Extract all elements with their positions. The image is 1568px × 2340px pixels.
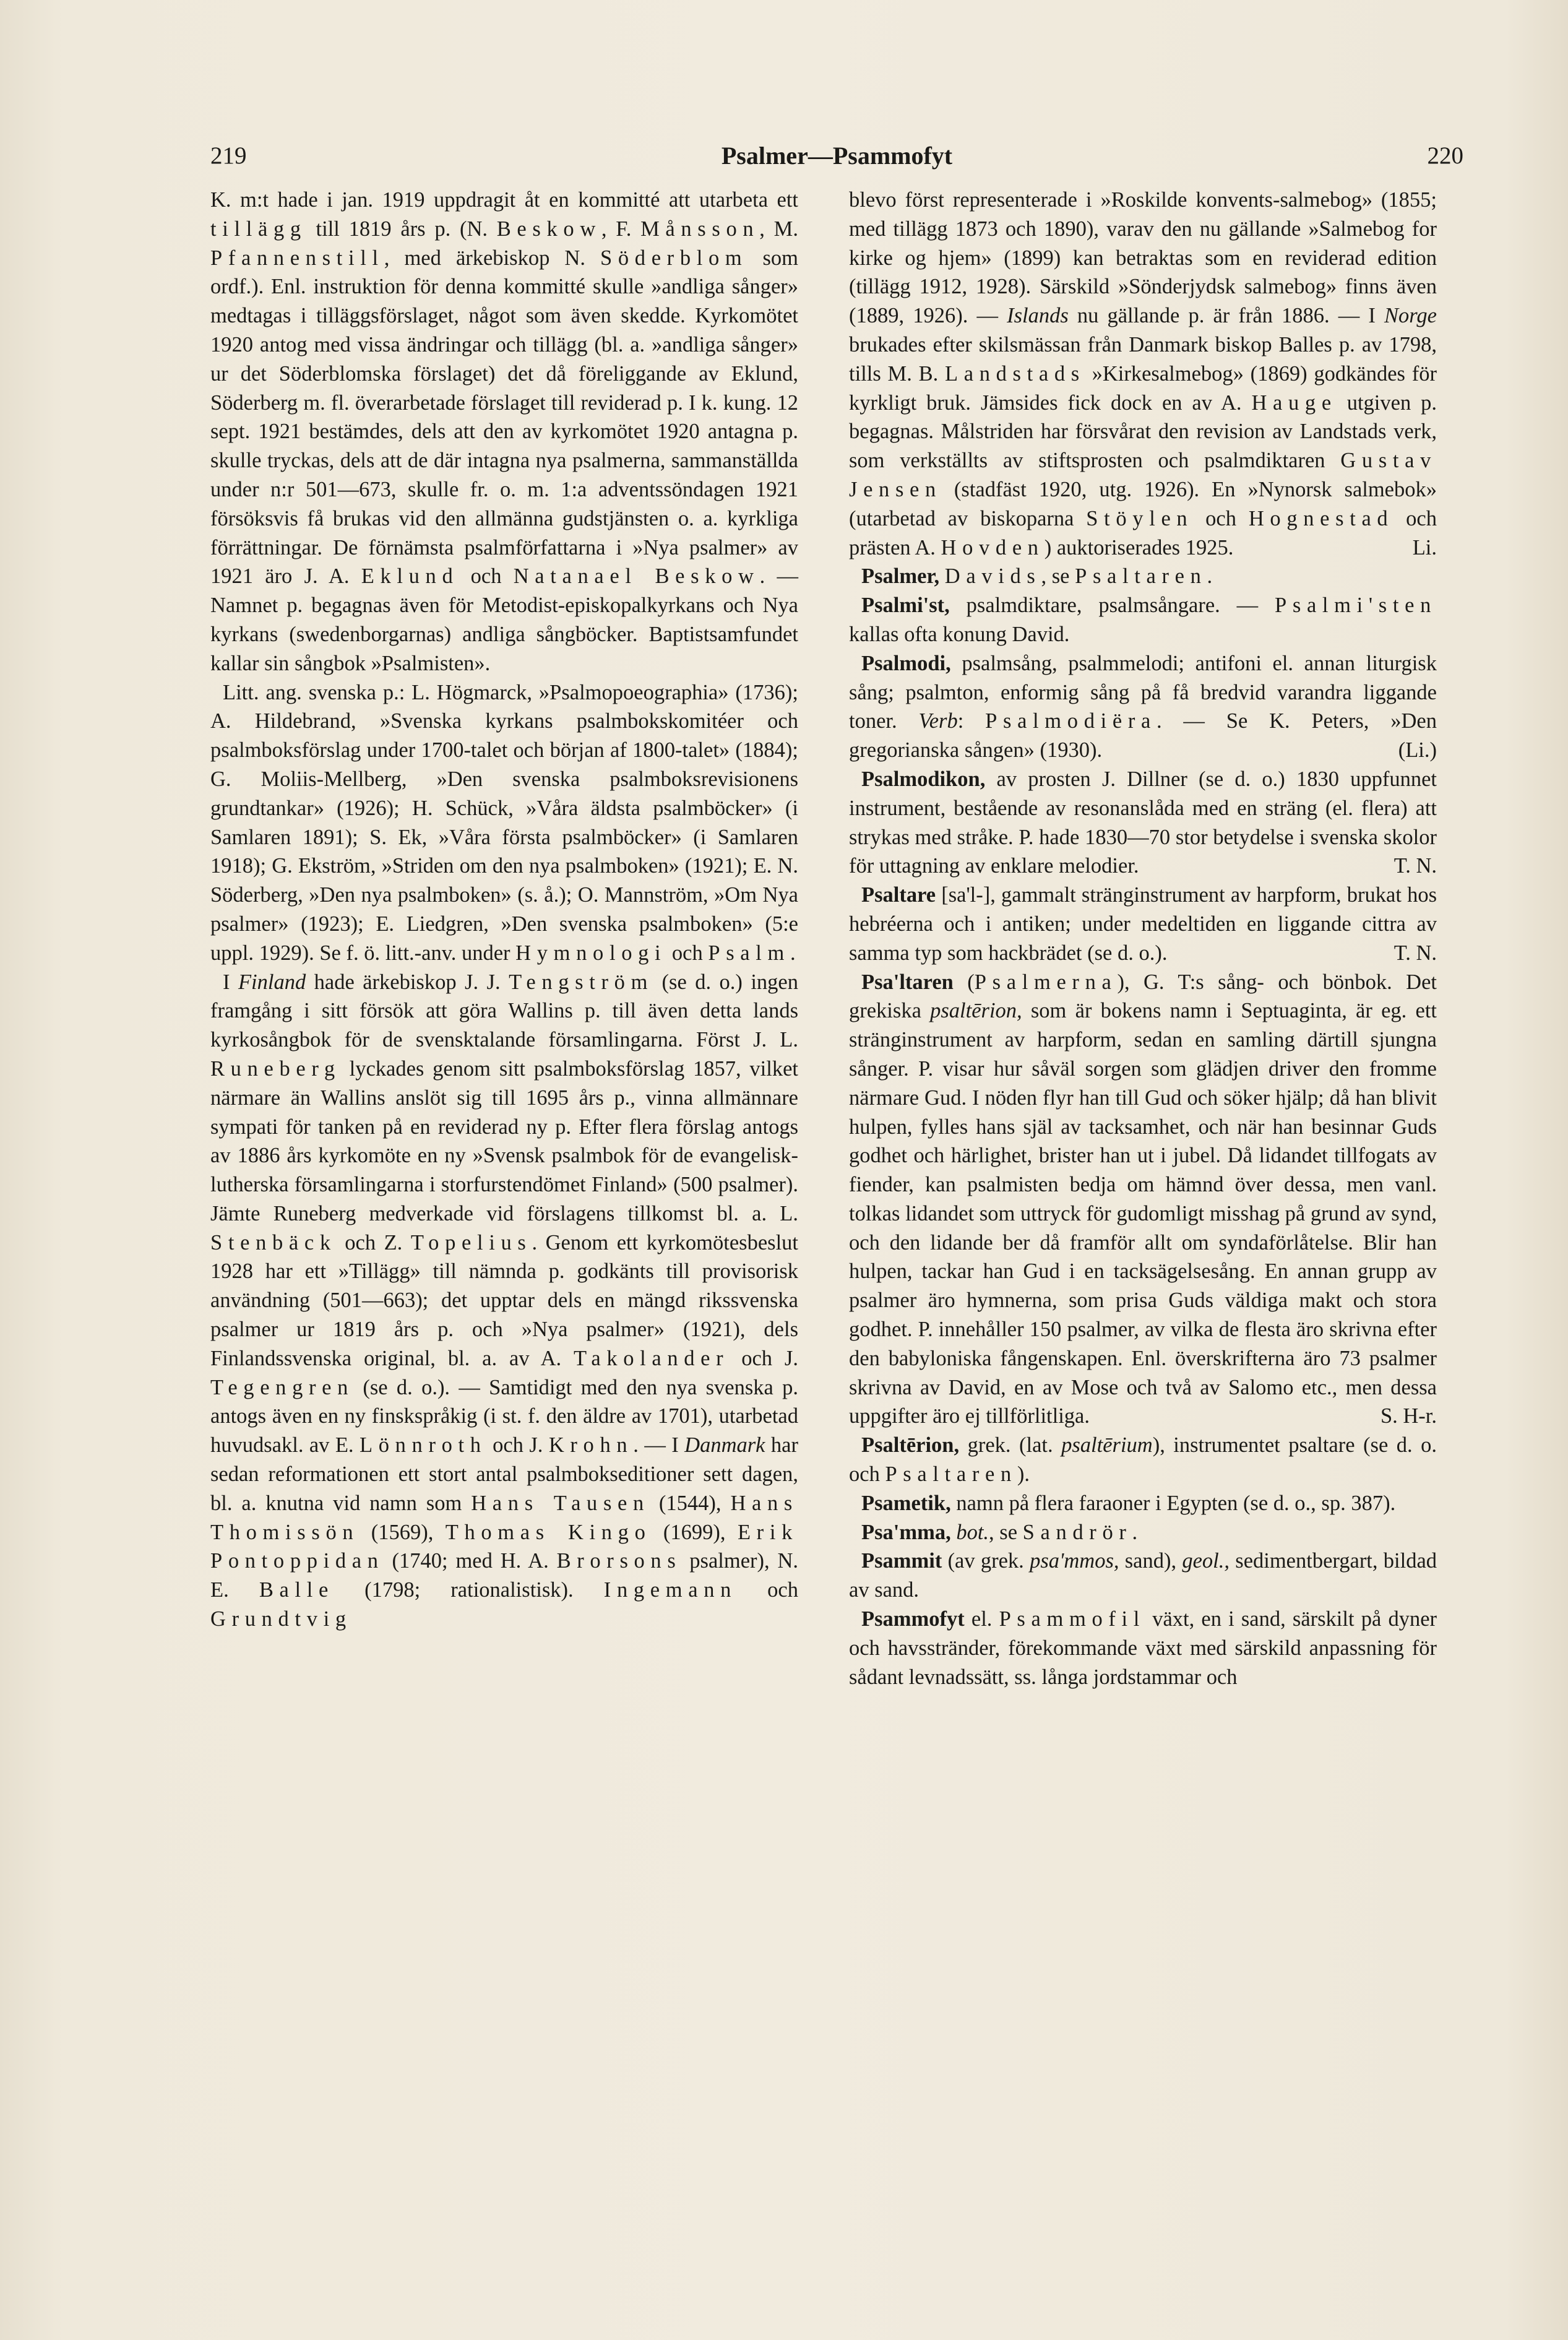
text-run: psalmer), N. E. (210, 1549, 798, 1602)
text-run: och J. (486, 1433, 549, 1457)
entry-headword: Psaltērion, (861, 1433, 960, 1457)
spaced-name: Stöylen (1086, 506, 1194, 530)
italic-text: Islands (1007, 304, 1069, 328)
spaced-name: tillägg (210, 217, 307, 241)
author-signature: Li. (1412, 535, 1437, 559)
text-run: hade ärkebiskop J. J. (306, 970, 509, 994)
text-run: och (1193, 506, 1249, 530)
entry-psammit (849, 1547, 1437, 1605)
page-header (210, 137, 1463, 175)
text-run (939, 564, 945, 588)
text-run: växt, en i sand, särskilt på dyner och havsstränder, förekommande växt med särskild anpassning för sådant levnadssätt, ss. långa jordstammar och (849, 1607, 1437, 1689)
entry-psalmodi (849, 649, 1437, 765)
text-run: . — I (633, 1433, 685, 1457)
literature-paragraph (210, 678, 798, 968)
text-run: lyckades genom sitt psalmboksförslag 1857, vilket närmare än Wallins anslöt sig till 1695 års p., vinna allmännare sympati för tanken på en reviderad ny p. Efter flera förslag antogs av 1886 års kyrkomöte en ny »Svensk psalmbok för de evangelisk-lutherska församlingarna i storfurstendömet Finland» (500 psalmer). Jämte Runeberg medverkade vid förslagens tillkomst bl. a. L. (210, 1056, 798, 1225)
italic-text: Verb (918, 709, 958, 733)
text-run: (1699), (651, 1520, 738, 1544)
text-run: sedimentbergart, bildad av sand. (849, 1549, 1437, 1602)
spaced-name: Grundtvig (210, 1607, 352, 1631)
entry-headword: Psammofyt (861, 1607, 965, 1631)
text-run: utgiven p. begagnas. Målstriden har försvårat den revision av Landstads verk, som verkställts av stiftsprosten och psalmdiktaren (849, 391, 1437, 473)
text-run: Litt. ang. svenska p.: L. Högmarck, »Psalmopoeographia» (1736); A. Hildebrand, »Svenska kyrkans psalmbokskomitéer och psalmboksförslag under 1700-talet och början af 1800-talet» (1884); G. Moliis-Mellberg, »Den svenska psalmboksrevisionens grundtankar» (1926); H. Schück, »Våra äldsta psalmböcker» (i Samlaren 1891); S. Ek, »Våra första psalmböcker» (i Samlaren 1918); G. Ekström, »Striden om den nya psalmboken» (1921); E. N. Söderberg, »Den nya psalmboken» (s. å.); O. Mannström, »Om Nya psalmer» (1923); E. Liedgren, »Den svenska psalmboken» (5:e uppl. 1929). Se f. ö. litt.-anv. under (210, 680, 798, 965)
text-run: nu gällande p. är från 1886. — I (1068, 304, 1384, 328)
text-run: ( (953, 970, 975, 994)
spaced-name: Ingemann (603, 1578, 738, 1602)
spaced-name: Gustav Jensen (849, 449, 1437, 501)
text-run: blevo först representerade i »Roskilde konvents-salmebog» (1855; med tillägg 1873 och 1890), varav den nu gällande »Salmebog for kirke og hjem» (1899) kan betraktas som en reviderad edition (tillägg 1912, 1928). Särskild »Sönderjydsk salmebog» finns även (1889, 1926). — (849, 188, 1437, 328)
spaced-name: Krohn (548, 1433, 634, 1457)
text-run: K. m:t hade i jan. 1919 uppdragit åt en kommitté att utarbeta ett (210, 188, 798, 212)
spaced-name: Davids (944, 564, 1041, 589)
spaced-name: Hans Tausen (471, 1491, 650, 1515)
text-run: och Z. (336, 1230, 411, 1254)
entry-psalterion (849, 1431, 1437, 1489)
text-run: sand), (1119, 1549, 1182, 1573)
text-run: (1798; rationalistisk). (334, 1578, 604, 1602)
spaced-name: Runeberg (210, 1056, 341, 1081)
entry-headword: Psalmodi, (861, 651, 951, 675)
text-run: el. (964, 1607, 999, 1631)
spaced-name: Psammofil (999, 1607, 1146, 1631)
text-run: . (1132, 1520, 1138, 1544)
spaced-name: Tengström (509, 970, 654, 994)
spaced-name: Lönnroth (359, 1433, 487, 1457)
text-run: grek. (lat. (959, 1433, 1062, 1457)
spaced-name: Topelius (410, 1230, 532, 1254)
text-run: och J. (729, 1346, 798, 1370)
text-run: I (223, 970, 238, 994)
entry-psaltare (849, 881, 1437, 967)
psalmbok-sweden-paragraph (210, 186, 798, 678)
spaced-name: Beskow (496, 217, 601, 241)
spaced-name: Hognestad (1248, 506, 1394, 530)
text-run: , med ärkebiskop N. (384, 246, 601, 270)
entry-headword: Psa'mma, (861, 1520, 951, 1544)
spaced-name: Hymnologi (515, 941, 667, 965)
right-page-number: 220 (1427, 142, 1463, 169)
text-run: ), G. T:s sång- och bönbok. Det grekiska (849, 970, 1437, 1023)
author-signature: T. N. (1394, 854, 1437, 878)
entry-psalmodikon (849, 765, 1437, 881)
spaced-name: Landstads (945, 361, 1085, 386)
spaced-name: Thomas Kingo (445, 1520, 652, 1544)
left-column (210, 186, 798, 1634)
text-run: och (666, 941, 709, 965)
italic-text: psaltērium (1061, 1433, 1153, 1457)
text-run: som är bokens namn i Septuaginta, är eg. ett stränginstrument av harpform, sedan en samling därtill sjungna sånger. P. visar hur såväl sorgen som glädjen driver den fromme närmare Gud. I nöden flyr han till Gud och söker hjälp; då han blivit hulpen, fylles hans själ av tacksamhet, och när han besinnar Guds godhet och härlighet, brister han ut i jubel. Då lidandet tillfogats av fiender, kan psalmisten bedja om hämnd över dessa, men vanl. tolkas lidandet som uttryck för gudomligt misshag på grund av synd, och den lidande ber då framför allt om syndaförlåtelse. Blir han hulpen, tackar han Gud i en tacksägelsesång. En annan grupp av psalmer äro hymnerna, som prisa Guds väldiga makt och stora godhet. P. innehåller 150 psalmer, av vilka de flesta äro skrivna efter den babyloniska fångenskapen. Enl. överskrifterna äro 73 psalmer skrivna av David, en av Mose och två av Salomo etc., men dessa uppgifter äro ej tillförlitliga. (849, 999, 1437, 1428)
entry-headword: Psalmer, (861, 564, 940, 589)
entry-headword: Psaltare (861, 883, 936, 907)
entry-headword: Psammit (861, 1549, 942, 1573)
spaced-name: Stenbäck (210, 1230, 337, 1254)
text-run: och prästen A. (849, 506, 1437, 559)
text-run: , F. (601, 217, 641, 241)
author-signature: T. N. (1394, 941, 1437, 965)
spaced-name: Psalmerna (974, 970, 1118, 994)
spaced-name: Hans Thomissön (210, 1491, 798, 1544)
spaced-name: Psalmi'sten (1275, 594, 1437, 618)
text-run: ), instrumentet psaltare (se d. o. och (849, 1433, 1437, 1487)
spaced-name: Månsson (640, 217, 760, 241)
italic-text: Norge (1384, 304, 1437, 328)
italic-text: Finland (238, 970, 306, 994)
entry-headword: Psa'ltaren (861, 970, 954, 994)
entry-headword: Psametik, (861, 1491, 951, 1515)
spaced-name: Natanael Beskow (513, 564, 760, 589)
text-run: »Kirkesalmebog» (1869) godkändes för kyrkligt bruk. Jämsides fick dock en av A. (849, 361, 1437, 415)
text-run: : (957, 709, 986, 733)
text-run: . — Se K. Peters, »Den gregorianska sången» (1930). (849, 709, 1437, 762)
text-run: ). (1017, 1462, 1030, 1487)
italic-text: Danmark (684, 1433, 765, 1457)
text-run: . — Namnet p. begagnas även för Metodist-episkopalkyrkans och Nya kyrkans (swedenborgarnas) andliga sångböcker. Baptistsamfundet kallar sin sångbok »Psalmisten». (210, 564, 798, 675)
spaced-name: Psaltaren (1075, 564, 1207, 589)
text-run: namn på flera faraoner i Egypten (se d. o., sp. 387). (950, 1491, 1396, 1515)
text-run: kallas ofta konung David. (849, 622, 1070, 646)
text-run: . (1207, 564, 1213, 589)
spaced-name: Eklund (361, 564, 459, 589)
entry-psaltaren (849, 968, 1437, 1431)
text-run: . Genom ett kyrkomötesbeslut 1928 har ett »Tillägg» till nämnda p. godkänts till provisorisk användning (501—663); det upptar dels en mängd rikssvenska psalmer ur 1819 års p. och »Nya psalmer» (1921), dels Finlandssvenska original, bl. a. av A. (210, 1230, 799, 1370)
spaced-name: Pfannenstill (210, 246, 384, 270)
spaced-name: Hovden (941, 535, 1045, 559)
running-head: Psalmer—Psammofyt (721, 142, 953, 170)
spaced-name: Psaltaren (885, 1462, 1017, 1487)
text-run: som ordf.). Enl. instruktion för denna kommitté skulle »andliga sånger» medtagas i tilläggsförslaget, något som även skedde. Kyrkomötet 1920 antog med vissa ändringar och tillägg (bl. a. »andliga sånger» ur det Söderblomska förslaget) det då föreliggande av Eklund, Söderberg m. fl. överarbetade förslaget till reviderad p. I k. kung. 12 sept. 1921 bestämdes, dels att den av kyrkomötet 1920 antagna p. skulle tryckas, dels att de där intagna nya psalmerna, sammanställda under n:r 501—673, skulle fr. o. m. 1:a adventssöndagen 1921 försöksvis få brukas vid den allmänna gudstjänsten o. a. kyrkliga förrättningar. De förnämsta psalmförfattarna i »Nya psalmer» av 1921 äro J. A. (210, 246, 798, 589)
text-run: och (459, 564, 514, 589)
author-signature: (Li.) (1398, 738, 1437, 762)
spaced-name: Hauge (1251, 391, 1337, 415)
text-run: , M. (759, 217, 798, 241)
text-run: , se (989, 1520, 1023, 1544)
text-run: har sedan reformationen ett stort antal psalmbokseditioner sett dagen, bl. a. knutna vid namn som (210, 1433, 798, 1515)
text-run: psalmsång, psalmmelodi; antifoni el. annan liturgisk sång; psalmton, enformig sång på få bredvid varandra liggande toner. (849, 651, 1437, 733)
italic-text: geol., (1182, 1549, 1230, 1573)
spaced-name: Psalmodiëra (985, 709, 1157, 733)
text-run: av prosten J. Dillner (se d. o.) 1830 uppfunnet instrument, bestående av resonanslåda med en sträng (el. flera) att strykas med stråke. P. hade 1830—70 stor betydelse i svenska skolor för uttagning av enklare melodier. (849, 767, 1437, 878)
text-run: , se (1041, 564, 1075, 589)
spaced-name: Sandrör (1022, 1520, 1132, 1544)
text-run: (av grek. (942, 1549, 1030, 1573)
text-run: (1740; med H. A. (384, 1549, 557, 1573)
entry-psamma (849, 1518, 1437, 1547)
spaced-name: Takolander (574, 1346, 730, 1370)
text-run: (se d. o.) ingen framgång i sitt försök att göra Wallins p. till även detta lands kyrkosångbok för de svensktalande församlingarna. Först J. L. (210, 970, 798, 1052)
text-run: till 1819 års p. (N. (306, 217, 497, 241)
left-page-number: 219 (210, 142, 247, 169)
spaced-name: Erik Pontoppidan (210, 1520, 798, 1573)
entry-headword: Psalmi'st, (861, 594, 950, 618)
italic-text: psa'mmos, (1030, 1549, 1119, 1573)
text-run: [sa'l-], gammalt stränginstrument av harpform, brukat hos hebréerna och i antiken; under medeltiden en liggande cittra av samma typ som hackbrädet (se d. o.). (849, 883, 1437, 965)
entry-psalmist (849, 591, 1437, 649)
entry-psalmer-davids (849, 562, 1437, 591)
italic-text: bot. (956, 1520, 989, 1544)
text-run: (1544), (649, 1491, 731, 1515)
text-run: (stadfäst 1920, utg. 1926). En »Nynorsk salmebok» (utarbetad av biskoparna (849, 477, 1437, 530)
text-run: (se d. o.). — Samtidigt med den nya svenska p. antogs även en ny finskspråkig (i st. f. den äldre av 1701), utarbetad huvudsakl. av E. (210, 1375, 798, 1457)
author-signature: S. H-r. (1380, 1404, 1437, 1428)
entry-headword: Psalmodikon, (861, 767, 986, 791)
entry-psammofyt (849, 1605, 1437, 1691)
spaced-name: Balle (259, 1578, 334, 1602)
right-column (849, 186, 1437, 1691)
italic-text: psaltērion, (930, 999, 1022, 1023)
spaced-name: Söderblom (600, 246, 748, 270)
entry-psametik (849, 1489, 1437, 1518)
spaced-name: Psalm (708, 941, 791, 965)
text-run: . (790, 941, 796, 965)
text-run: (1569), (359, 1520, 446, 1544)
continuation-paragraph (849, 186, 1437, 562)
text-run: psalmdiktare, psalmsångare. — (949, 594, 1275, 618)
text-run: ) auktoriserades 1925. (1044, 535, 1234, 559)
finland-denmark-paragraph (210, 968, 798, 1634)
text-run: och (737, 1578, 798, 1602)
text-run: brukades efter skilsmässan från Danmark biskop Balles p. av 1798, tills M. B. (849, 332, 1437, 386)
spaced-name: Tegengren (210, 1375, 355, 1399)
spaced-name: Brorsons (556, 1549, 682, 1573)
